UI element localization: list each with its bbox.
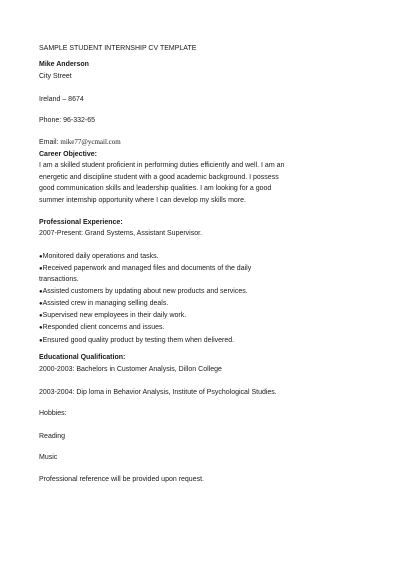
email-address: mike77@ycmail.com [60, 138, 121, 146]
experience-heading: Professional Experience: [39, 219, 123, 226]
bullet-text: Received paperwork and managed files and documents of the daily [42, 265, 252, 272]
education-item: 2000-2003: Bachelors in Customer Analysis, Dillon College [39, 366, 222, 373]
bullet-icon: ● [39, 313, 43, 319]
experience-bullet-item [39, 264, 251, 274]
objective-line: energetic and discipline student with a good academic background. I possess [39, 174, 279, 181]
bullet-icon: ● [39, 289, 43, 295]
bullet-text: Monitored daily operations and tasks. [42, 253, 159, 260]
experience-bullet-item [39, 287, 248, 297]
bullet-icon: ● [39, 301, 43, 307]
bullet-text: Assisted customers by updating about new products and services. [42, 288, 248, 295]
bullet-text: Responded client concerns and issues. [42, 324, 165, 331]
bullet-icon: ● [39, 254, 43, 260]
bullet-continuation: transactions. [39, 276, 79, 283]
bullet-icon: ● [39, 266, 43, 272]
hobby-item: Reading [39, 433, 66, 440]
experience-bullet-item [39, 311, 186, 321]
street-address: City Street [39, 73, 72, 80]
objective-line: I am a skilled student proficient in performing duties efficiently and well. I am an [39, 162, 285, 169]
location: Ireland – 8674 [39, 96, 84, 103]
bullet-icon: ● [39, 338, 43, 344]
experience-bullet-item [39, 252, 159, 262]
reference-note: Professional reference will be provided upon request. [39, 476, 204, 483]
education-item: 2003-2004: Dip loma in Behavior Analysis, Institute of Psychological Studies. [39, 389, 277, 396]
bullet-text: Assisted crew in managing selling deals. [42, 300, 169, 307]
education-heading: Educational Qualification: [39, 354, 126, 361]
hobbies-heading: Hobbies: [39, 410, 67, 417]
bullet-icon: ● [39, 325, 43, 331]
experience-bullet-item [39, 323, 164, 333]
bullet-text: Ensured good quality product by testing them when delivered. [42, 337, 235, 344]
hobby-item: Music [39, 454, 58, 461]
objective-line: good communication skills and leadership qualities. I am looking for a good [39, 185, 272, 192]
experience-bullet-item [39, 336, 234, 346]
bullet-text: Supervised new employees in their daily work. [42, 312, 187, 319]
email-line [39, 138, 121, 147]
career-objective-heading: Career Objective: [39, 151, 97, 158]
phone-number: Phone: 96-332-65 [39, 117, 96, 124]
document-title: SAMPLE STUDENT INTERNSHIP CV TEMPLATE [39, 45, 197, 52]
candidate-name: Mike Anderson [39, 61, 89, 68]
email-label: Email: [39, 139, 61, 146]
experience-bullet-item [39, 299, 168, 309]
experience-position: 2007-Present: Grand Systems, Assistant Supervisor. [39, 230, 203, 237]
objective-line: summer internship opportunity where I can develop my skills more. [39, 197, 246, 204]
